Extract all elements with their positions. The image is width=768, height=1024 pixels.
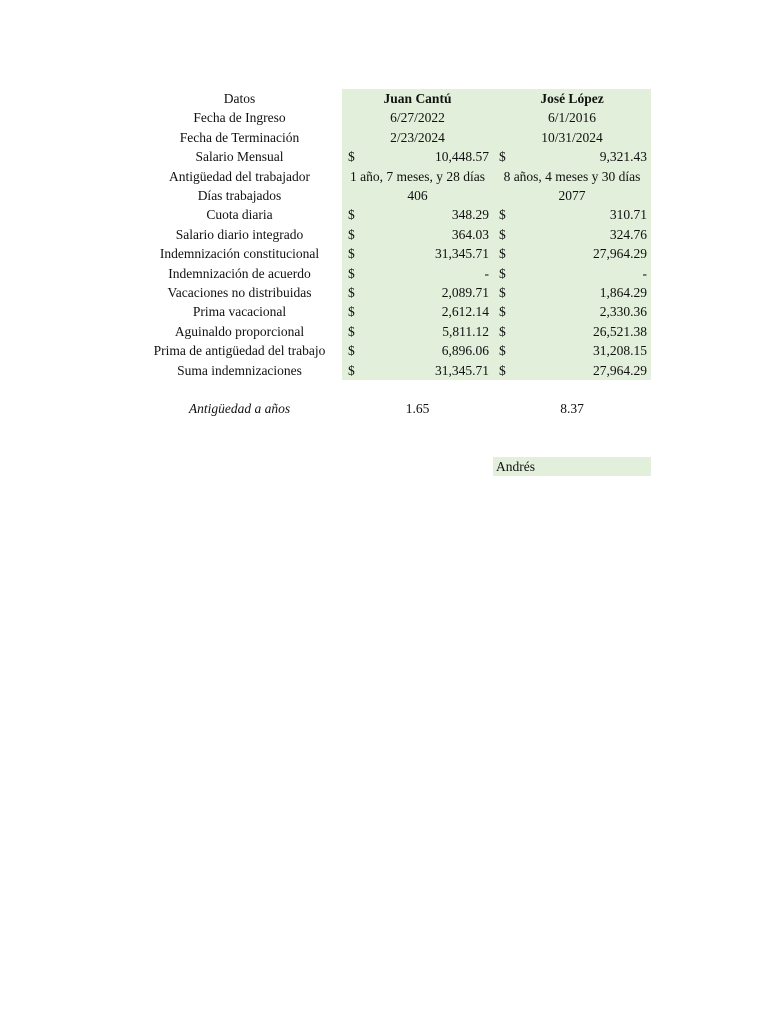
- emp2-cell[interactable]: [493, 205, 651, 224]
- emp2-cell[interactable]: [493, 302, 651, 321]
- currency-symbol: $: [499, 285, 506, 301]
- antiguedad-emp1[interactable]: 1.65: [405, 401, 430, 417]
- cell-value: 1,864.29: [599, 285, 647, 301]
- currency-symbol: $: [348, 323, 355, 339]
- currency-symbol: $: [348, 343, 355, 359]
- emp1-cell[interactable]: 6/27/2022: [342, 108, 493, 127]
- severance-calculation-table: [137, 89, 651, 419]
- currency-symbol: $: [499, 343, 506, 359]
- cell-value: 27,964.29: [593, 246, 647, 262]
- emp2-cell[interactable]: [493, 264, 651, 283]
- emp2-cell[interactable]: [493, 283, 651, 302]
- table-row: [137, 205, 651, 224]
- currency-symbol: $: [348, 362, 355, 378]
- emp1-cell[interactable]: 406: [342, 186, 493, 205]
- cell-value: 31,345.71: [435, 246, 489, 262]
- emp1-cell[interactable]: [342, 283, 493, 302]
- emp1-cell[interactable]: [342, 341, 493, 360]
- cell-value: 10,448.57: [435, 149, 489, 165]
- cell-value: 26,521.38: [593, 323, 647, 339]
- table-row: [137, 264, 651, 283]
- antiguedad-row: [137, 399, 651, 418]
- emp1-cell[interactable]: [342, 361, 493, 380]
- emp1-cell[interactable]: 2/23/2024: [342, 128, 493, 147]
- cell-value: 310.71: [609, 207, 647, 223]
- employee-2-name[interactable]: José López: [493, 89, 651, 108]
- row-label[interactable]: Cuota diaria: [206, 207, 273, 223]
- table-row: [137, 128, 651, 147]
- emp2-cell[interactable]: [493, 322, 651, 341]
- cell-value: 2,612.14: [441, 304, 489, 320]
- currency-symbol: $: [499, 323, 506, 339]
- row-label[interactable]: Antigüedad del trabajador: [169, 168, 310, 184]
- cell-value: 9,321.43: [599, 149, 647, 165]
- table-row: [137, 108, 651, 127]
- cell-value: 2,089.71: [441, 285, 489, 301]
- cell-value: 364.03: [451, 226, 489, 242]
- table-row: [137, 167, 651, 186]
- table-row: [137, 283, 651, 302]
- emp2-cell[interactable]: [493, 341, 651, 360]
- currency-symbol: $: [348, 265, 355, 281]
- cell-value: 27,964.29: [593, 362, 647, 378]
- cell-value: 31,345.71: [435, 362, 489, 378]
- emp1-cell[interactable]: [342, 225, 493, 244]
- header-row: [137, 89, 651, 108]
- row-label[interactable]: Aguinaldo proporcional: [174, 323, 305, 339]
- emp2-cell[interactable]: 2077: [493, 186, 651, 205]
- emp2-cell[interactable]: 8 años, 4 meses y 30 días: [493, 167, 651, 186]
- datos-header[interactable]: Datos: [223, 91, 256, 106]
- spacer-row: [137, 380, 651, 399]
- cell-value: 5,811.12: [442, 323, 489, 339]
- currency-symbol: $: [348, 207, 355, 223]
- emp2-cell[interactable]: 10/31/2024: [493, 128, 651, 147]
- currency-symbol: $: [499, 207, 506, 223]
- row-label[interactable]: Fecha de Terminación: [179, 129, 300, 145]
- cell-value: 6,896.06: [441, 343, 489, 359]
- emp1-cell[interactable]: 1 año, 7 meses, y 28 días: [342, 167, 493, 186]
- emp1-cell[interactable]: [342, 147, 493, 166]
- row-label[interactable]: Días trabajados: [197, 188, 282, 204]
- antiguedad-emp2[interactable]: 8.37: [560, 401, 584, 417]
- currency-symbol: $: [348, 285, 355, 301]
- emp1-cell[interactable]: [342, 244, 493, 263]
- currency-symbol: $: [348, 149, 355, 165]
- emp1-cell[interactable]: [342, 302, 493, 321]
- currency-symbol: $: [499, 149, 506, 165]
- row-label[interactable]: Fecha de Ingreso: [193, 110, 286, 126]
- emp1-cell[interactable]: [342, 322, 493, 341]
- cell-value: 348.29: [451, 207, 489, 223]
- row-label[interactable]: Indemnización de acuerdo: [168, 265, 311, 281]
- emp1-cell[interactable]: [342, 205, 493, 224]
- currency-symbol: $: [499, 362, 506, 378]
- table-body: [137, 108, 651, 380]
- emp2-cell[interactable]: [493, 361, 651, 380]
- currency-symbol: $: [348, 304, 355, 320]
- currency-symbol: $: [348, 246, 355, 262]
- table-row: [137, 302, 651, 321]
- table-row: [137, 341, 651, 360]
- table-row: [137, 244, 651, 263]
- emp2-cell[interactable]: [493, 225, 651, 244]
- row-label[interactable]: Salario Mensual: [195, 149, 284, 165]
- table-row: [137, 322, 651, 341]
- cell-value: -: [642, 265, 647, 281]
- currency-symbol: $: [348, 226, 355, 242]
- row-label[interactable]: Salario diario integrado: [175, 226, 304, 242]
- table-row: [137, 225, 651, 244]
- emp2-cell[interactable]: [493, 147, 651, 166]
- table-row: [137, 361, 651, 380]
- cell-value: 31,208.15: [593, 343, 647, 359]
- currency-symbol: $: [499, 246, 506, 262]
- cell-value: -: [484, 265, 489, 281]
- andres-cell[interactable]: Andrés: [493, 457, 651, 476]
- emp1-cell[interactable]: [342, 264, 493, 283]
- row-label[interactable]: Prima de antigüedad del trabajo: [153, 343, 326, 359]
- emp2-cell[interactable]: [493, 244, 651, 263]
- currency-symbol: $: [499, 265, 506, 281]
- antiguedad-label[interactable]: Antigüedad a años: [188, 401, 291, 417]
- employee-1-name[interactable]: Juan Cantú: [342, 89, 493, 108]
- currency-symbol: $: [499, 226, 506, 242]
- row-label[interactable]: Vacaciones no distribuidas: [167, 285, 312, 301]
- currency-symbol: $: [499, 304, 506, 320]
- row-label[interactable]: Indemnización constitucional: [159, 246, 320, 262]
- cell-value: 2,330.36: [599, 304, 647, 320]
- row-label[interactable]: Prima vacacional: [192, 304, 287, 320]
- cell-value: 324.76: [609, 226, 647, 242]
- table-row: [137, 186, 651, 205]
- row-label[interactable]: Suma indemnizaciones: [177, 362, 302, 378]
- emp2-cell[interactable]: 6/1/2016: [493, 108, 651, 127]
- table-row: [137, 147, 651, 166]
